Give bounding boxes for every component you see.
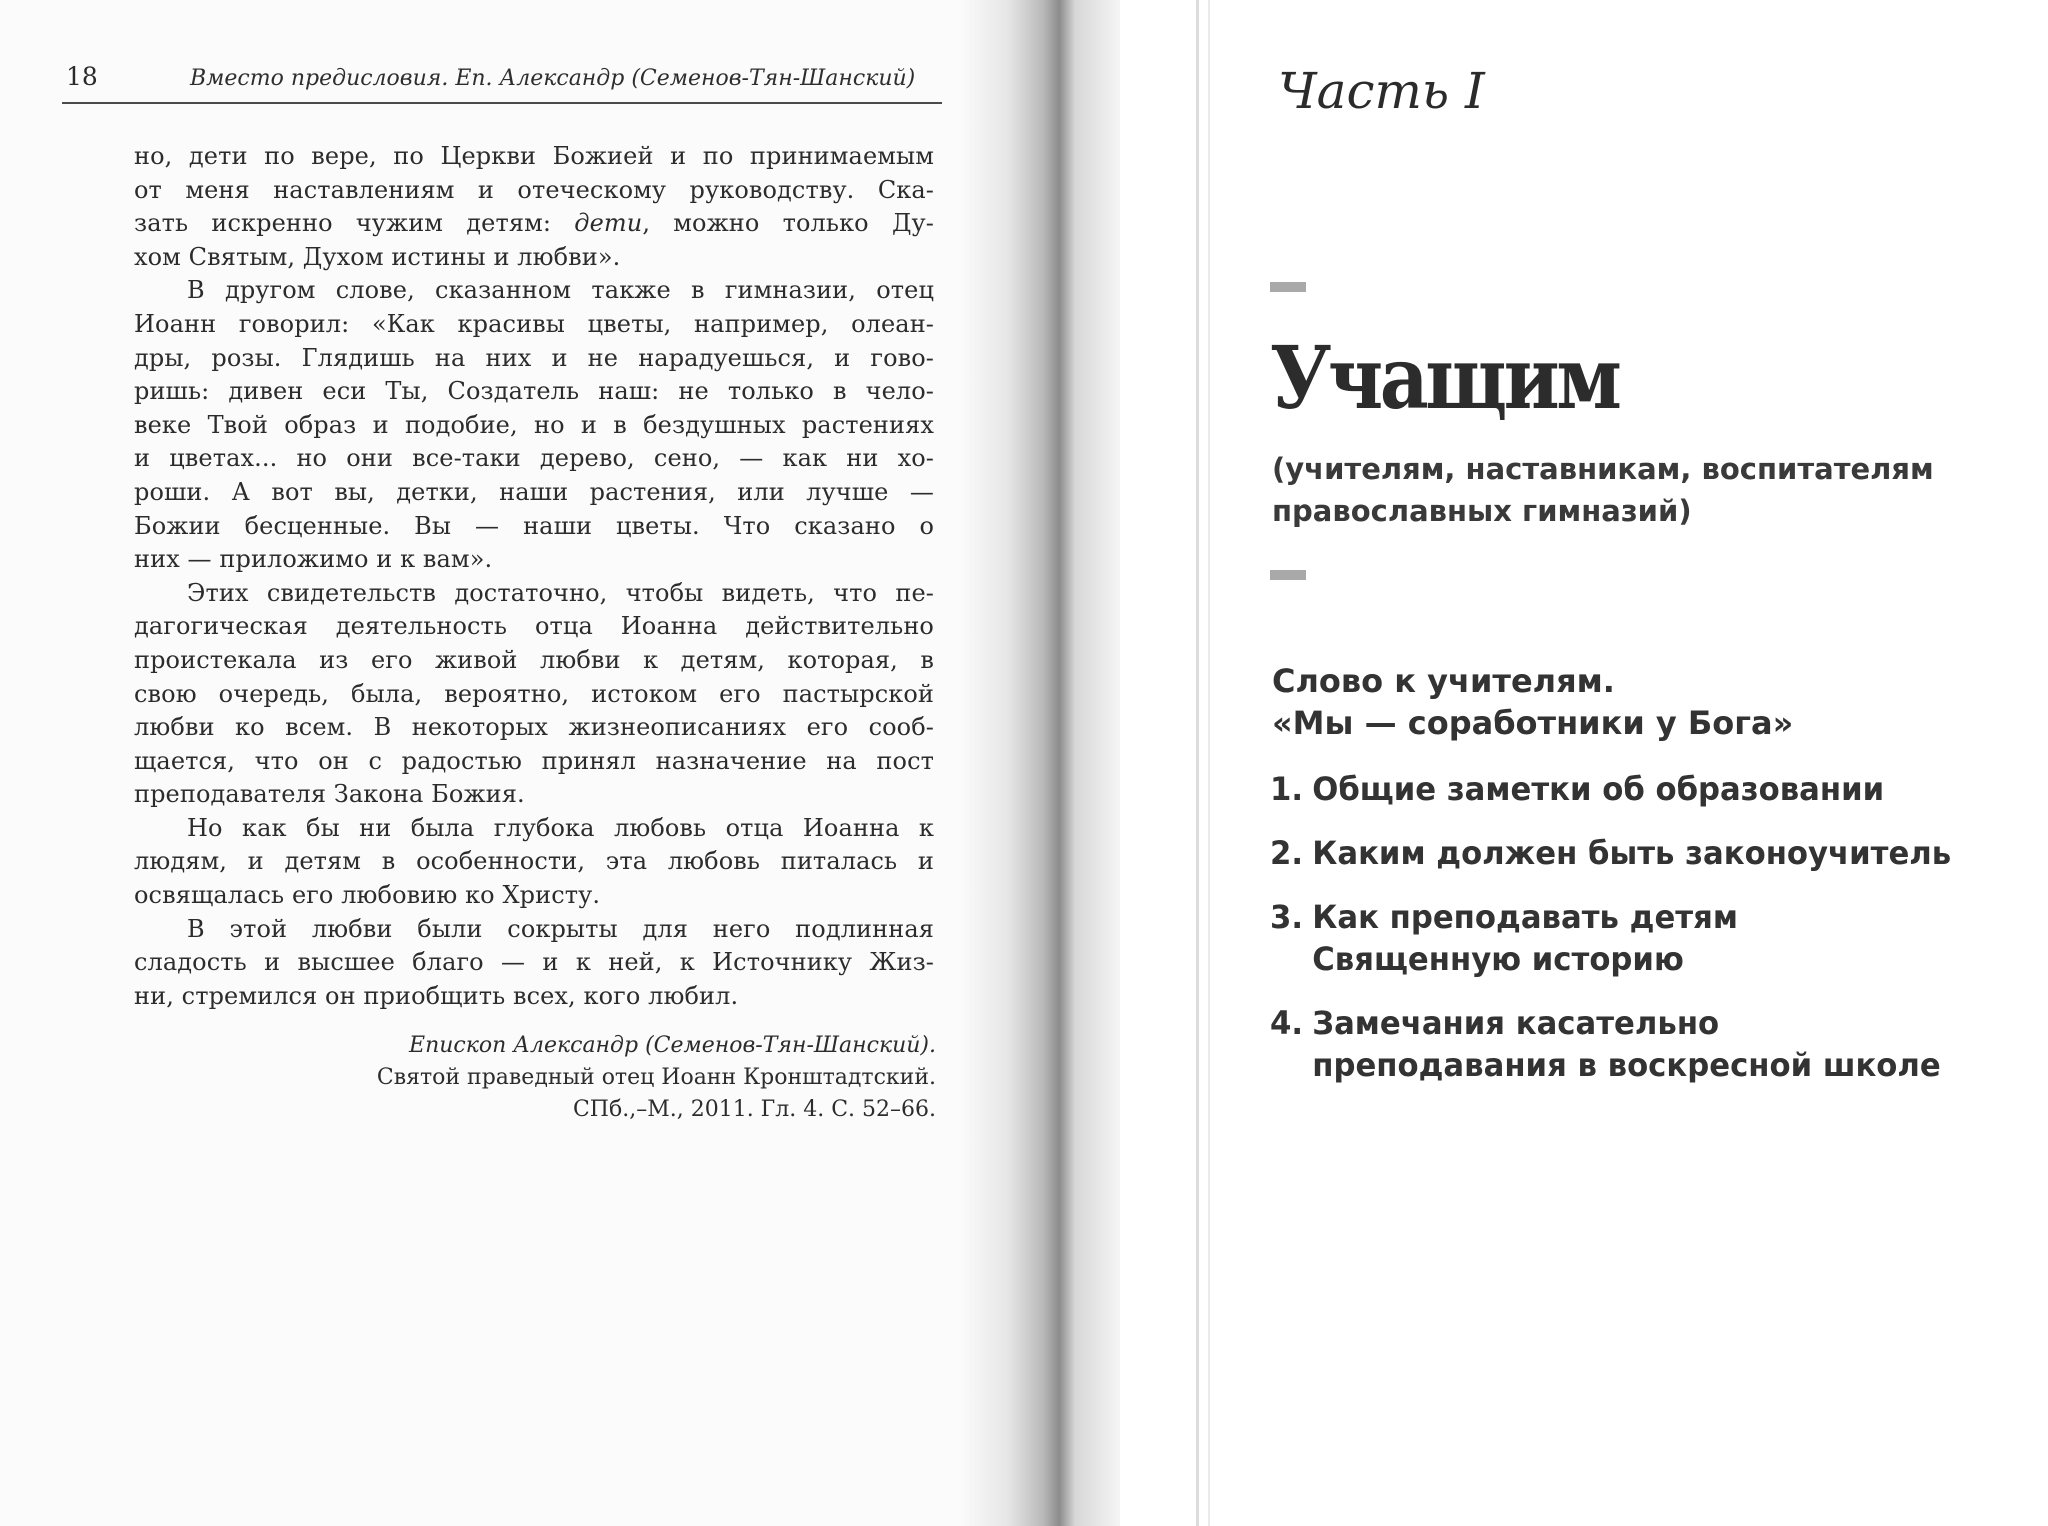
text-line: В другом слове, сказанном также в гимназии, отец: [187, 276, 934, 305]
right-page: [1120, 0, 2048, 1526]
text-line: Божии бесценные. Вы — наши цветы. Что сказано о: [134, 511, 934, 540]
text-line: проистекала из его живой любви к детям, которая, в: [134, 645, 934, 674]
toc-item: [1270, 1002, 1941, 1086]
toc-text: Как преподавать детям: [1312, 898, 1738, 936]
text-line: роши. А вот вы, детки, наши растения, или лучше —: [134, 477, 934, 506]
text-line: но, дети по вере, по Церкви Божией и по принимаемым: [134, 142, 934, 170]
toc-number: 1.: [1270, 770, 1304, 808]
text-line: дагогическая деятельность отца Иоанна действительно: [134, 612, 934, 641]
text-line: свою очередь, была, вероятно, истоком его пастырской: [134, 679, 934, 708]
toc-item: [1270, 832, 1951, 874]
emphasis: дети: [574, 209, 643, 238]
decorative-dash: [1270, 570, 1306, 580]
toc-text: Каким должен быть законоучитель: [1312, 834, 1952, 872]
page-number: 18: [66, 62, 98, 91]
toc-intro: [1272, 660, 1793, 744]
text-line: и цветах... но они все-таки дерево, сено, — как ни хо-: [134, 444, 934, 473]
citation-author: Епископ Александр (Семенов-Тян-Шанский).: [409, 1033, 936, 1058]
section-subtitle: [1272, 448, 1934, 532]
toc-text: преподавания в воскресной школе: [1312, 1046, 1941, 1084]
toc-number: 4.: [1270, 1004, 1304, 1042]
toc-intro-line: «Мы — соработники у Бога»: [1272, 704, 1794, 742]
text-line: любви ко всем. В некоторых жизнеописаниях его сооб-: [134, 713, 934, 742]
text-line: хом Святым, Духом истины и любви».: [134, 242, 621, 271]
text-line: сладость и высшее благо — и к ней, к Источнику Жиз-: [134, 948, 934, 977]
text-line: ришь: дивен еси Ты, Создатель наш: не только в чело-: [134, 377, 934, 406]
text-line: Этих свидетельств достаточно, чтобы видеть, что пе-: [187, 578, 934, 607]
subtitle-line: (учителям, наставникам, воспитателям: [1272, 452, 1934, 486]
citation-imprint: СПб.,–М., 2011. Гл. 4. С. 52–66.: [572, 1097, 936, 1122]
running-head: [62, 60, 942, 104]
text-line: веке Твой образ и подобие, но и в бездушных растениях: [134, 410, 934, 439]
section-title: Учащим: [1270, 328, 1619, 429]
running-head-title: Вместо предисловия. Еп. Александр (Семенов-Тян-Шанский): [190, 66, 916, 91]
book-gutter-shadow: [960, 0, 1120, 1526]
toc-text: Замечания касательно: [1312, 1004, 1720, 1042]
text-line: дры, розы. Глядишь на них и не нарадуешься, и гово-: [134, 343, 934, 372]
page-edge: [1196, 0, 1199, 1526]
text-line: них — приложимо и к вам».: [134, 545, 493, 574]
page-edge: [1208, 0, 1210, 1526]
text-line: освящалась его любовию ко Христу.: [134, 881, 601, 910]
part-label: Часть I: [1278, 62, 1485, 120]
text-line: ни, стремился он приобщить всех, кого любил.: [134, 981, 739, 1010]
toc-text: Общие заметки об образовании: [1312, 770, 1885, 808]
toc-text: Священную историю: [1312, 940, 1684, 978]
text-line: людям, и детям в особенности, эта любовь питалась и: [134, 847, 934, 876]
decorative-dash: [1270, 282, 1306, 292]
body-text: [134, 140, 934, 1013]
citation-book: Святой праведный отец Иоанн Кронштадтский.: [376, 1065, 936, 1090]
text-line: щается, что он с радостью принял назначение на пост: [134, 746, 934, 775]
text-line: преподавателя Закона Божия.: [134, 780, 525, 809]
subtitle-line: православных гимназий): [1272, 494, 1692, 528]
source-citation: [300, 1030, 936, 1126]
toc-number: 2.: [1270, 834, 1304, 872]
text-line: В этой любви были сокрыты для него подлинная: [187, 914, 934, 943]
toc-intro-line: Слово к учителям.: [1272, 662, 1615, 700]
toc-item: [1270, 896, 1738, 980]
text-line: зать искренно чужим детям: дети, можно только Ду-: [134, 209, 934, 238]
text-line: Но как бы ни была глубока любовь отца Иоанна к: [187, 813, 934, 842]
toc-number: 3.: [1270, 898, 1304, 936]
toc-item: [1270, 768, 1884, 810]
text-line: Иоанн говорил: «Как красивы цветы, например, олеан-: [134, 309, 934, 338]
text-line: от меня наставлениям и отеческому руководству. Ска-: [134, 175, 934, 204]
